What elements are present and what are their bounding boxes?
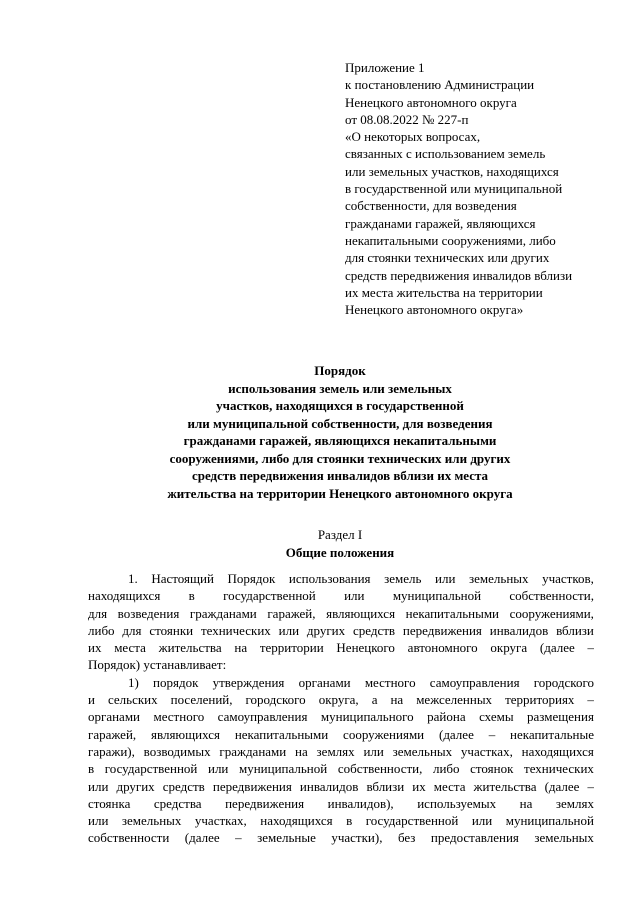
body-text bbox=[88, 570, 594, 847]
title-line: сооружениями, либо для стоянки технических или других bbox=[169, 450, 511, 466]
appendix-line: или земельных участков, находящихся bbox=[345, 163, 559, 179]
title-line: жительства на территории Ненецкого автономного округа bbox=[167, 485, 513, 501]
appendix-line: от 08.08.2022 № 227-п bbox=[345, 111, 469, 127]
body-line: органами местного самоуправления муниципального района схемы размещения bbox=[88, 709, 594, 725]
title-line: Порядок bbox=[314, 363, 366, 378]
body-line: и сельских поселений, городского округа, а на межселенных территориях – bbox=[88, 692, 594, 708]
body-line: их места жительства на территории Ненецкого автономного округа (далее – bbox=[88, 640, 594, 656]
appendix-line: к постановлению Администрации bbox=[345, 77, 535, 93]
title-line: или муниципальной собственности, для возведения bbox=[187, 415, 493, 431]
body-line: гаражи), возводимых гражданами на землях или земельных участках, находящихся bbox=[88, 743, 594, 759]
body-line: Порядок) устанавливает: bbox=[88, 657, 227, 673]
body-line: 1) порядок утверждения органами местного самоуправления городского bbox=[128, 674, 594, 690]
title-line: гражданами гаражей, являющихся некапитальными bbox=[183, 433, 497, 448]
body-line: или земельных участках, находящихся в государственной или муниципальной bbox=[88, 813, 594, 829]
body-line: в государственной или муниципальной собственности, либо стоянок технических bbox=[88, 761, 594, 777]
body-line: стоянка средства передвижения инвалидов), используемых на землях bbox=[88, 795, 594, 811]
appendix-line: связанных с использованием земель bbox=[345, 146, 546, 162]
body-line: 1. Настоящий Порядок использования земель или земельных участков, bbox=[128, 571, 594, 586]
body-line: либо для стоянки технических или других средств передвижения инвалидов вблизи bbox=[88, 622, 594, 638]
appendix-line: Ненецкого автономного округа» bbox=[345, 302, 524, 318]
title-line: средств передвижения инвалидов вблизи их места bbox=[191, 468, 489, 483]
body-line: для возведения гражданами гаражей, являющихся некапитальными сооружениями, bbox=[88, 605, 594, 621]
body-line: или других средств передвижения инвалидов вблизи их места жительства (далее – bbox=[88, 778, 594, 794]
appendix-line: собственности, для возведения bbox=[345, 198, 517, 214]
appendix-line: для стоянки технических или других bbox=[345, 250, 550, 266]
appendix-line: гражданами гаражей, являющихся bbox=[345, 215, 536, 231]
body-line: находящихся в государственной или муниципальной собственности, bbox=[88, 588, 594, 604]
section-heading bbox=[80, 526, 600, 561]
section-number: Раздел I bbox=[317, 527, 363, 542]
appendix-line: их места жительства на территории bbox=[345, 284, 543, 300]
appendix-header bbox=[345, 59, 615, 318]
body-line: собственности (далее – земельные участки), без предоставления земельных bbox=[88, 830, 594, 846]
appendix-line: Ненецкого автономного округа bbox=[345, 94, 517, 110]
appendix-line: в государственной или муниципальной bbox=[345, 181, 563, 197]
appendix-line: Приложение 1 bbox=[345, 60, 425, 75]
appendix-line: «О некоторых вопросах, bbox=[345, 129, 481, 145]
body-line: гаражей, являющихся некапитальными сооружениями (далее – некапитальные bbox=[88, 726, 594, 742]
appendix-line: некапитальными сооружениями, либо bbox=[345, 232, 556, 248]
document-title bbox=[80, 362, 600, 502]
section-name: Общие положения bbox=[285, 544, 395, 560]
title-line: участков, находящихся в государственной bbox=[216, 398, 464, 413]
title-line: использования земель или земельных bbox=[228, 380, 452, 396]
appendix-line: средств передвижения инвалидов вблизи bbox=[345, 267, 573, 283]
